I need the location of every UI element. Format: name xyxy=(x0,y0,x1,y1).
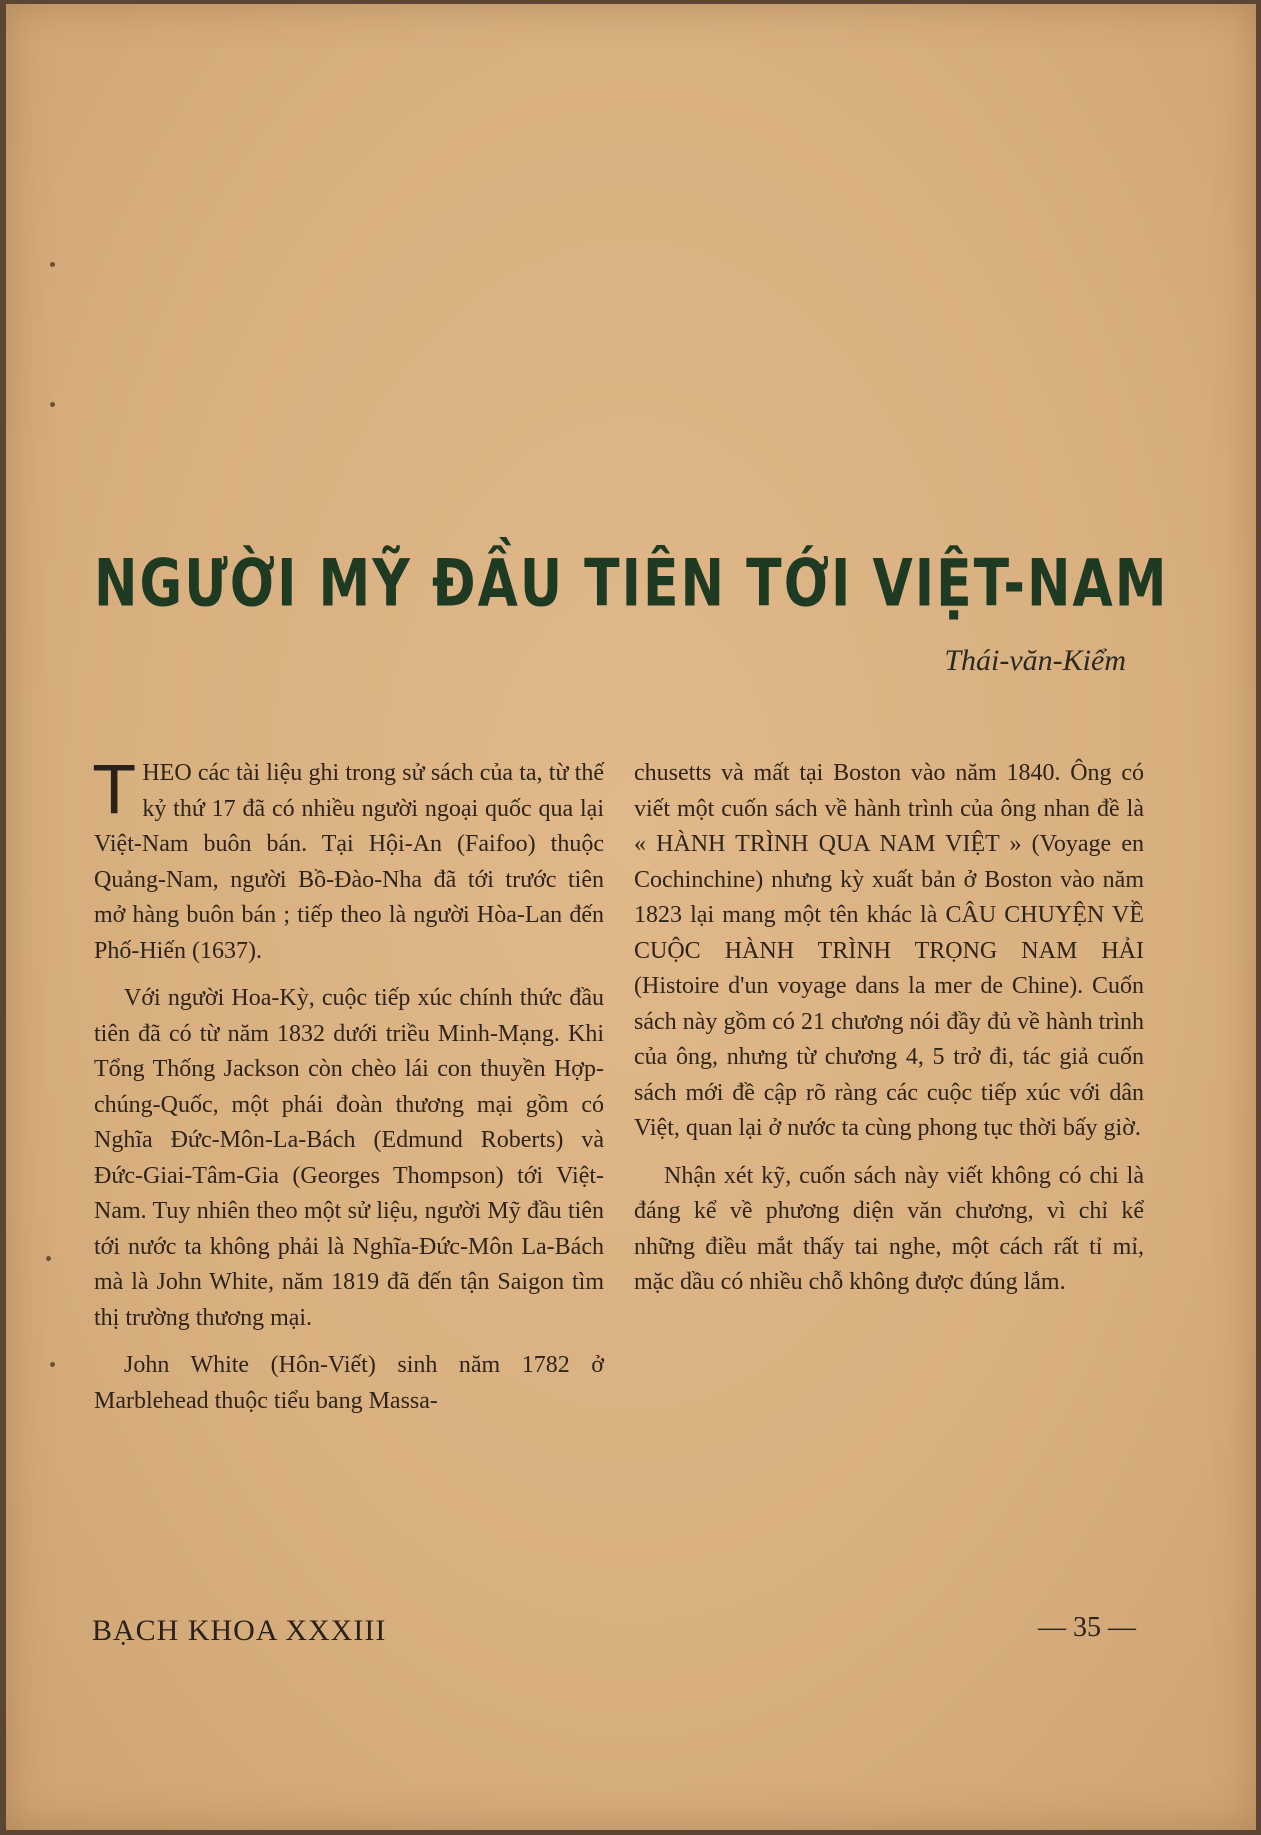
paragraph: chusetts và mất tại Boston vào năm 1840. Ông có viết một cuốn sách về hành trình của ông nhan đề là « HÀNH TRÌNH QUA NAM VIỆT » (Voyage en Cochinchine) nhưng kỳ xuất bản ở Boston vào năm 1823 lại mang một tên khác là CÂU CHUYỆN VỀ CUỘC HÀNH TRÌNH TRỌNG NAM HẢI (Histoire d'un voyage dans la mer de Chine). Cuốn sách này gồm có 21 chương nói đầy đủ về hành trình của ông, nhưng từ chương 4, 5 trở đi, tác giả cuốn sách mới đề cập rõ ràng các cuộc tiếp xúc với dân Việt, quan lại ở nước ta cùng phong tục thời bấy giờ. xyxy=(634,760,1144,1141)
magazine-name: BẠCH KHOA XXXIII xyxy=(92,1614,387,1647)
article-author: Thái-văn-Kiểm xyxy=(944,644,1126,677)
paragraph-text: HEO các tài liệu ghi trong sử sách của ta, từ thế kỷ thứ 17 đã có nhiều người ngoại quốc qua lại Việt-Nam buôn bán. Tại Hội-An (Faifoo) thuộc Quảng-Nam, người Bồ-Đào-Nha đã tới trước tiên mở hàng buôn bán ; tiếp theo là người Hòa-Lan đến Phố-Hiến (1637). xyxy=(94,760,604,964)
column-left xyxy=(94,752,604,1592)
page-number: — 35 — xyxy=(1038,1612,1136,1643)
paper-speck xyxy=(50,262,55,267)
paragraph: John White (Hôn-Viết) sinh năm 1782 ở Marblehead thuộc tiểu bang Massa- xyxy=(94,1352,604,1414)
article-body xyxy=(94,752,1144,1592)
document-page xyxy=(6,4,1256,1830)
paragraph xyxy=(94,752,604,969)
paragraph: Với người Hoa-Kỳ, cuộc tiếp xúc chính thức đầu tiên đã có từ năm 1832 dưới triều Minh-Mạng. Khi Tổng Thống Jackson còn chèo lái con thuyền Hợp-chúng-Quốc, một phái đoàn thương mại gồm có Nghĩa Đức-Môn-La-Bách (Edmund Roberts) và Đức-Giai-Tâm-Gia (Georges Thompson) tới Việt-Nam. Tuy nhiên theo một sử liệu, người Mỹ đầu tiên tới nước ta không phải là Nghĩa-Đức-Môn La-Bách mà là John White, năm 1819 đã đến tận Saigon tìm thị trường thương mại. xyxy=(94,985,604,1331)
paragraph: Nhận xét kỹ, cuốn sách này viết không có chi là đáng kể về phương diện văn chương, vì chỉ kể những điều mắt thấy tai nghe, một cách rất tỉ mỉ, mặc dầu có nhiều chỗ không được đúng lắm. xyxy=(634,1162,1144,1295)
paper-speck xyxy=(50,1362,55,1367)
paper-speck xyxy=(46,1256,51,1261)
drop-cap: T xyxy=(94,752,135,829)
article-title: NGƯỜI MỸ ĐẦU TIÊN TỚI VIỆT-NAM xyxy=(94,546,1169,622)
column-right xyxy=(634,756,1144,1592)
paper-speck xyxy=(50,402,55,407)
